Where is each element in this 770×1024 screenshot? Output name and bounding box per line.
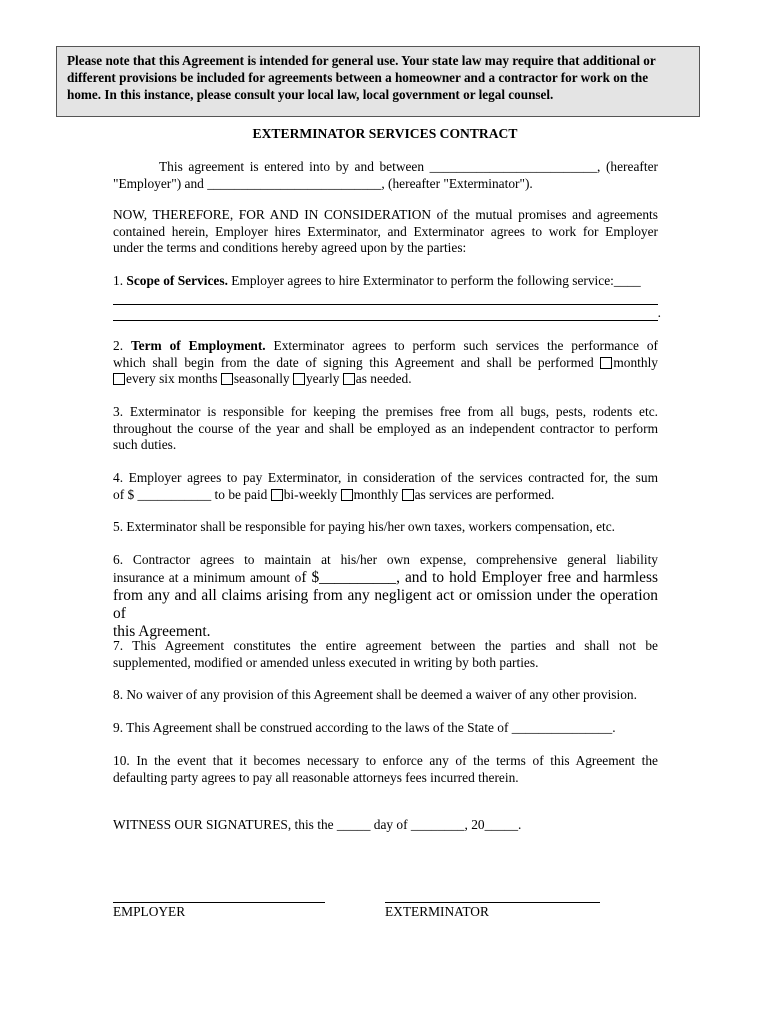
section-heading: Scope of Services. xyxy=(126,273,228,288)
section-2-term xyxy=(113,338,658,388)
section-heading: Term of Employment. xyxy=(130,338,266,353)
as-performed-checkbox[interactable] xyxy=(402,489,414,501)
scope-blank-line-2[interactable] xyxy=(113,320,658,321)
section-text: 9. This Agreement shall be construed according to the laws of the State of _______________. xyxy=(113,720,616,735)
section-text: 5. Exterminator shall be responsible for paying his/her own taxes, workers compensation, etc. xyxy=(113,519,616,534)
section-text: 7. This Agreement constitutes the entire agreement between the parties and shall not be xyxy=(113,638,658,653)
section-7-entire-agreement xyxy=(113,638,658,671)
witness-line xyxy=(113,817,658,834)
section-text: which shall begin from the date of signing this Agreement and shall be performed xyxy=(113,354,601,370)
payment-monthly-checkbox[interactable] xyxy=(341,489,353,501)
section-text: 3. Exterminator is responsible for keeping the premises free from all bugs, pests, rodents etc. xyxy=(113,404,658,419)
section-text: insurance at a minimum amount o xyxy=(113,569,302,585)
section-text: 6. Contractor agrees to maintain at his/her own expense, comprehensive general liability xyxy=(113,552,658,567)
as-needed-checkbox[interactable] xyxy=(343,373,355,385)
section-8-waiver xyxy=(113,687,658,704)
section-text: of $ xyxy=(113,486,138,502)
section-text: such duties. xyxy=(113,437,177,452)
witness-text: WITNESS OUR SIGNATURES, this the _____ day of ________, 20_____. xyxy=(113,817,522,832)
section-number: 1. xyxy=(113,273,127,288)
as-needed-label: as needed. xyxy=(355,371,412,386)
intro-line-2 xyxy=(113,176,658,193)
section-text: this Agreement. xyxy=(113,622,211,640)
exterminator-signature-line[interactable] xyxy=(385,902,600,903)
intro-text: , (hereafter xyxy=(597,159,658,174)
consideration-paragraph xyxy=(113,207,658,257)
section-4-payment xyxy=(113,470,658,503)
payment-amount-blank[interactable]: ___________ xyxy=(137,486,212,502)
section-text: Employer agrees to hire Exterminator to perform the following service:____ xyxy=(227,273,641,288)
document-title: EXTERMINATOR SERVICES CONTRACT xyxy=(252,126,518,141)
scope-blank-line-1[interactable] xyxy=(113,304,658,305)
payment-monthly-label: monthly xyxy=(353,486,402,502)
section-5-taxes xyxy=(113,519,658,536)
section-text: to be paid xyxy=(211,486,271,502)
every-six-months-label: every six months xyxy=(126,371,221,386)
section-9-governing-law xyxy=(113,720,658,737)
intro-line-1 xyxy=(113,159,658,176)
notice-line-1: Please note that this Agreement is intended for general use. Your state law may require that additional or xyxy=(67,53,656,68)
monthly-checkbox[interactable] xyxy=(600,357,612,369)
intro-paragraph xyxy=(113,159,658,192)
section-text: throughout the course of the year and shall be employed as an independent contractor to perform xyxy=(113,420,658,436)
general-use-notice-box xyxy=(56,46,700,117)
notice-line-3: home. In this instance, please consult your local law, local government or legal counsel. xyxy=(67,87,554,102)
exterminator-name-blank[interactable]: __________________________ xyxy=(207,175,382,191)
as-performed-label: as services are performed. xyxy=(414,486,555,502)
exterminator-label: EXTERMINATOR xyxy=(385,904,489,919)
section-6-insurance xyxy=(113,552,658,641)
every-six-months-checkbox[interactable] xyxy=(113,373,125,385)
intro-text: This agreement is entered into by and between xyxy=(159,159,430,174)
section-text: 4. Employer agrees to pay Exterminator, in consideration of the services contracted for, the sum xyxy=(113,470,658,485)
section-text: 10. In the event that it becomes necessary to enforce any of the terms of this Agreement the xyxy=(113,753,658,768)
section-text: supplemented, modified or amended unless executed in writing by both parties. xyxy=(113,654,539,670)
employer-name-blank[interactable]: _________________________ xyxy=(429,159,598,174)
employer-label: EMPLOYER xyxy=(113,904,186,919)
consideration-line-2: contained herein, Employer hires Exterminator, and Exterminator agrees to work for Employer xyxy=(113,223,658,239)
employer-signature-line[interactable] xyxy=(113,902,325,903)
seasonally-label: seasonally xyxy=(233,371,293,386)
section-3-responsibility xyxy=(113,404,658,454)
bi-weekly-checkbox[interactable] xyxy=(271,489,283,501)
notice-line-2: different provisions be included for agreements between a homeowner and a contractor for work on the xyxy=(67,70,649,85)
yearly-label: yearly xyxy=(305,371,343,386)
monthly-label: monthly xyxy=(613,354,658,370)
consideration-line-3: under the terms and conditions hereby agreed upon by the parties: xyxy=(113,240,467,255)
intro-text: , (hereafter "Exterminator"). xyxy=(381,175,533,191)
section-text: defaulting party agrees to pay all reasonable attorneys fees incurred therein. xyxy=(113,769,519,785)
section-text: from any and all claims arising from any negligent act or omission under the operation of xyxy=(113,586,658,622)
seasonally-checkbox[interactable] xyxy=(221,373,233,385)
section-text: 8. No waiver of any provision of this Agreement shall be deemed a waiver of any other provision. xyxy=(113,687,637,702)
section-text: Exterminator agrees to perform such services the performance of xyxy=(265,338,659,353)
yearly-checkbox[interactable] xyxy=(293,373,305,385)
section-1-scope xyxy=(113,273,658,290)
bi-weekly-label: bi-weekly xyxy=(283,486,341,502)
scope-period-mark: . xyxy=(657,305,661,320)
section-number: 2. xyxy=(113,338,131,353)
insurance-amount-text: f $__________, and to hold Employer free and harmless xyxy=(301,568,658,586)
section-10-enforcement xyxy=(113,753,658,786)
intro-text: "Employer") and xyxy=(113,175,208,191)
consideration-line-1: NOW, THEREFORE, FOR AND IN CONSIDERATION of the mutual promises and agreements xyxy=(113,207,658,222)
